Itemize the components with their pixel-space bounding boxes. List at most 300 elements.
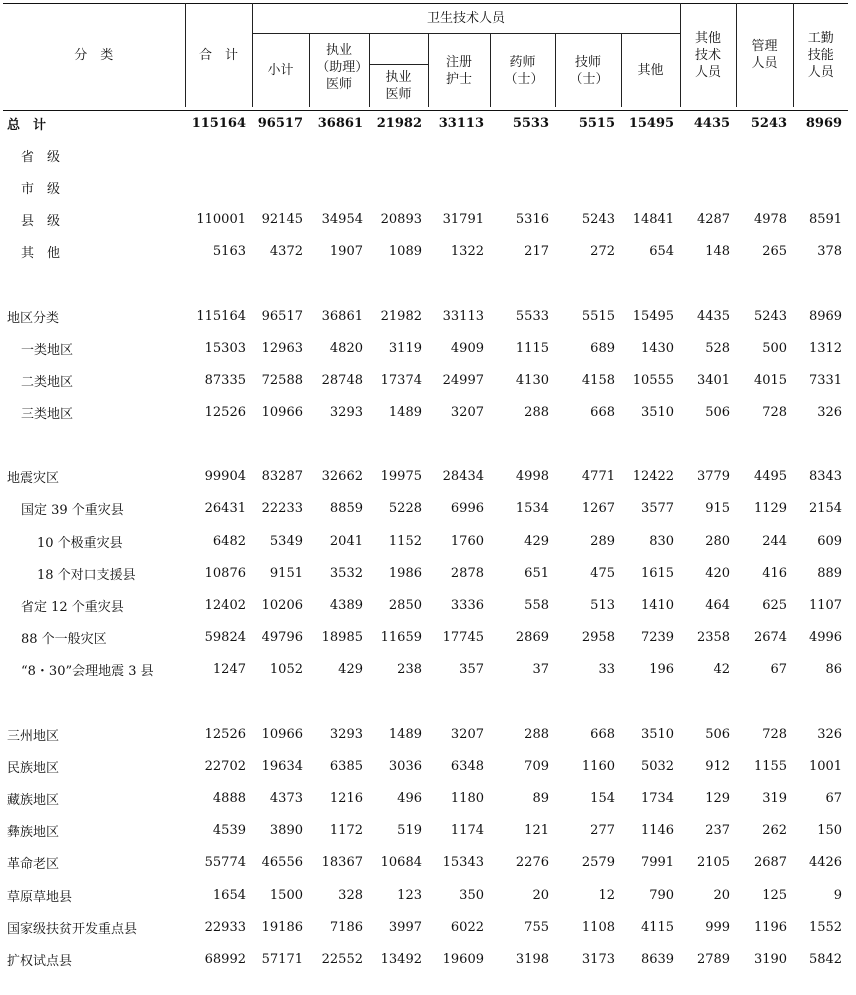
value-cell: 3036 [388,758,422,774]
value-cell: 2276 [515,855,549,871]
value-cell: 1247 [212,662,246,678]
value-cell: 999 [705,919,731,935]
row-label: 一类地区 [21,342,74,358]
value-cell: 7186 [329,919,363,935]
value-cell: 265 [762,244,788,260]
value-cell: 728 [762,405,788,421]
row-label: 地震灾区 [7,471,60,487]
value-cell: 4435 [693,115,731,131]
value-cell: 89 [532,790,549,806]
row-label: 省 级 [21,149,61,165]
value-cell: 5228 [388,501,422,517]
value-cell: 15495 [628,115,675,131]
value-cell: 2789 [696,951,731,967]
value-cell: 2674 [753,630,788,646]
value-cell: 326 [817,726,843,742]
value-cell: 558 [524,598,549,614]
value-cell: 500 [762,340,788,356]
value-cell: 1312 [808,340,843,356]
header-total: 合 计 [185,3,252,107]
value-cell: 4996 [808,630,843,646]
value-cell: 350 [459,887,484,903]
value-cell: 3532 [329,565,363,581]
value-cell: 3401 [696,372,731,388]
value-cell: 2869 [515,630,549,646]
value-cell: 33 [598,662,615,678]
value-cell: 12963 [261,340,303,356]
value-cell: 18985 [321,630,363,646]
value-cell: 272 [590,244,615,260]
value-cell: 519 [397,823,422,839]
header-subtotal: 小计 [252,34,309,108]
value-cell: 288 [524,726,549,742]
value-cell: 15303 [204,340,246,356]
value-cell: 790 [649,887,675,903]
value-cell: 115164 [191,115,246,131]
row-label: 88 个一般灾区 [21,632,107,648]
value-cell: 1146 [640,823,675,839]
value-cell: 21982 [376,115,422,131]
value-cell: 709 [524,758,549,774]
table-row [3,622,848,654]
value-cell: 6385 [329,758,363,774]
value-cell: 3293 [329,726,363,742]
value-cell: 4978 [753,212,788,228]
value-cell: 3198 [515,951,549,967]
value-cell: 2358 [696,630,731,646]
value-cell: 4909 [450,340,484,356]
value-cell: 15343 [442,855,484,871]
value-cell: 3207 [450,726,484,742]
value-cell: 15495 [632,308,675,324]
value-cell: 21982 [380,308,422,324]
row-label: 二类地区 [21,374,74,390]
table-row [3,815,848,847]
value-cell: 150 [817,823,843,839]
value-cell [793,171,848,203]
value-cell: 1760 [450,533,484,549]
value-cell: 33113 [442,308,484,324]
row-label: 省定 12 个重灾县 [21,600,124,616]
value-cell: 6996 [450,501,484,517]
value-cell: 115164 [196,308,246,324]
spacer-cell [3,429,848,461]
value-cell: 2687 [753,855,788,871]
value-cell: 10206 [261,598,303,614]
value-cell: 625 [762,598,788,614]
value-cell: 3890 [269,823,303,839]
value-cell: 5032 [640,758,675,774]
value-cell [490,171,555,203]
value-cell: 2105 [696,855,731,871]
value-cell: 1430 [640,340,675,356]
value-cell: 28434 [442,469,484,485]
value-cell: 19634 [261,758,303,774]
value-cell: 4389 [329,598,363,614]
value-cell: 4820 [329,340,363,356]
table-row [3,461,848,493]
value-cell: 1180 [450,790,484,806]
value-cell: 7991 [640,855,675,871]
value-cell: 86 [825,662,843,678]
value-cell: 31791 [442,212,484,228]
value-cell: 3577 [640,501,675,517]
value-cell: 654 [649,244,675,260]
value-cell: 1216 [329,790,363,806]
value-cell: 319 [762,790,788,806]
value-cell: 1615 [640,565,675,581]
value-cell: 1089 [388,244,422,260]
value-cell: 3510 [640,405,675,421]
value-cell: 464 [705,598,731,614]
value-cell: 889 [817,565,843,581]
value-cell: 7331 [808,372,843,388]
value-cell: 1196 [753,919,788,935]
value-cell: 326 [817,405,843,421]
header-other: 其他 [621,34,680,108]
value-cell: 22933 [204,919,246,935]
value-cell: 496 [397,790,422,806]
statistics-table [3,3,848,976]
value-cell: 513 [590,598,615,614]
value-cell: 154 [590,790,615,806]
table-row [3,493,848,525]
value-cell: 8969 [808,308,843,324]
value-cell: 20 [532,887,549,903]
row-label: 其 他 [21,246,61,262]
value-cell: 67 [770,662,788,678]
value-cell: 1267 [581,501,615,517]
value-cell: 148 [705,244,731,260]
value-cell: 22702 [204,758,246,774]
value-cell: 12402 [204,598,246,614]
value-cell: 18367 [321,855,363,871]
value-cell: 1552 [808,919,843,935]
value-cell: 915 [705,501,731,517]
row-label: “8・30”会理地震 3 县 [21,664,154,680]
value-cell: 3779 [696,469,731,485]
value-cell: 1160 [581,758,615,774]
value-cell: 2958 [581,630,615,646]
value-cell: 22233 [261,501,303,517]
row-label: 藏族地区 [7,792,60,808]
value-cell [555,139,621,171]
value-cell: 46556 [261,855,303,871]
value-cell [680,171,736,203]
value-cell: 244 [762,533,788,549]
row-label: 扩权试点县 [7,953,73,969]
value-cell: 33113 [438,115,484,131]
table-row [3,879,848,911]
value-cell: 2878 [450,565,484,581]
value-cell: 11659 [380,630,422,646]
value-cell: 2850 [388,598,422,614]
value-cell [309,139,369,171]
value-cell: 20893 [380,212,422,228]
spacer-row [3,429,848,461]
value-cell: 57171 [261,951,303,967]
row-label: 国定 39 个重灾县 [21,503,124,519]
value-cell: 1500 [269,887,303,903]
value-cell: 416 [762,565,788,581]
value-cell: 4888 [212,790,246,806]
value-cell: 8859 [329,501,363,517]
value-cell: 8343 [808,469,843,485]
table-row [3,943,848,975]
value-cell [736,171,793,203]
value-cell: 475 [590,565,615,581]
value-cell: 2041 [329,533,363,549]
value-cell: 19186 [261,919,303,935]
value-cell: 12 [598,887,615,903]
header-practicing-assistant: 执业（助理）医师 [309,34,369,108]
value-cell: 5515 [578,115,615,131]
row-label: 10 个极重灾县 [37,535,123,551]
value-cell: 22552 [321,951,363,967]
value-cell: 1115 [515,340,549,356]
value-cell: 3293 [329,405,363,421]
value-cell: 14841 [632,212,675,228]
header-practicing: 执业医师 [369,65,428,108]
value-cell: 26431 [204,501,246,517]
value-cell: 6022 [450,919,484,935]
value-cell: 3173 [581,951,615,967]
value-cell [185,171,252,203]
row-label: 革命老区 [7,857,60,873]
table-body [3,107,848,976]
row-label: 市 级 [21,181,61,197]
value-cell: 3510 [640,726,675,742]
value-cell: 9151 [269,565,303,581]
value-cell: 12526 [204,726,246,742]
value-cell: 4373 [269,790,303,806]
value-cell: 4771 [581,469,615,485]
value-cell [252,171,309,203]
row-label: 民族地区 [7,760,60,776]
value-cell [309,171,369,203]
value-cell: 196 [649,662,675,678]
value-cell: 1152 [388,533,422,549]
table-row [3,139,848,171]
value-cell: 4130 [515,372,549,388]
value-cell: 4435 [696,308,731,324]
value-cell: 728 [762,726,788,742]
value-cell: 68992 [204,951,246,967]
value-cell: 55774 [204,855,246,871]
value-cell: 1534 [515,501,549,517]
header-health-tech: 卫生技术人员 [252,3,680,34]
value-cell: 1489 [388,726,422,742]
value-cell: 668 [590,405,615,421]
value-cell: 92145 [261,212,303,228]
value-cell: 328 [338,887,363,903]
value-cell: 4158 [581,372,615,388]
value-cell [369,171,428,203]
value-cell: 8591 [808,212,843,228]
value-cell: 36861 [317,115,363,131]
table-row [3,750,848,782]
value-cell: 87335 [204,372,246,388]
value-cell [369,139,428,171]
value-cell: 912 [705,758,731,774]
value-cell: 288 [524,405,549,421]
value-cell: 99904 [204,469,246,485]
value-cell: 5515 [581,308,615,324]
value-cell: 429 [338,662,363,678]
value-cell: 2579 [581,855,615,871]
value-cell: 19975 [380,469,422,485]
value-cell: 72588 [261,372,303,388]
value-cell: 34954 [321,212,363,228]
value-cell: 10555 [632,372,675,388]
table-row [3,525,848,557]
value-cell: 5243 [750,115,788,131]
value-cell [621,139,680,171]
value-cell: 20 [713,887,731,903]
value-cell: 6482 [212,533,246,549]
value-cell: 755 [524,919,549,935]
value-cell: 110001 [196,212,246,228]
value-cell: 280 [705,533,731,549]
value-cell [680,139,736,171]
table-row [3,589,848,621]
value-cell: 4115 [640,919,675,935]
value-cell: 1172 [329,823,363,839]
value-cell: 129 [705,790,731,806]
value-cell: 506 [705,726,731,742]
value-cell: 1052 [269,662,303,678]
value-cell: 1734 [640,790,675,806]
value-cell: 429 [524,533,549,549]
value-cell: 96517 [261,308,303,324]
table-row [3,847,848,879]
value-cell: 59824 [204,630,246,646]
value-cell: 28748 [321,372,363,388]
value-cell [736,139,793,171]
value-cell: 651 [524,565,549,581]
table-row [3,557,848,589]
table-row [3,718,848,750]
row-label: 草原草地县 [7,889,73,905]
row-label: 18 个对口支援县 [37,567,136,583]
statistics-table-container [3,3,848,976]
value-cell: 1155 [753,758,788,774]
value-cell: 36861 [321,308,363,324]
value-cell: 357 [459,662,484,678]
value-cell [793,139,848,171]
table-row [3,171,848,203]
table-row [3,107,848,139]
header-worker: 工勤技能人员 [793,3,848,107]
header-management: 管理人员 [736,3,793,107]
row-label: 县 级 [21,214,61,230]
value-cell: 420 [705,565,731,581]
value-cell: 4426 [808,855,843,871]
value-cell: 217 [524,244,549,260]
value-cell: 3119 [388,340,422,356]
table-row [3,204,848,236]
value-cell: 6348 [450,758,484,774]
value-cell: 125 [762,887,788,903]
value-cell: 67 [825,790,843,806]
value-cell: 8639 [640,951,675,967]
table-header [3,3,848,107]
header-pharmacist: 药师（士） [490,34,555,108]
table-row [3,332,848,364]
value-cell: 3336 [450,598,484,614]
value-cell: 5533 [512,115,549,131]
table-row [3,911,848,943]
value-cell [428,171,490,203]
row-label: 三州地区 [7,728,60,744]
value-cell: 42 [713,662,731,678]
value-cell: 9 [833,887,843,903]
table-row [3,236,848,268]
header-nurse: 注册护士 [428,34,490,108]
table-row [3,782,848,814]
value-cell: 13492 [380,951,422,967]
header-practicing-spacer [369,34,428,65]
spacer-cell [3,268,848,300]
value-cell: 277 [590,823,615,839]
value-cell: 5243 [581,212,615,228]
value-cell: 5842 [808,951,843,967]
value-cell: 689 [590,340,615,356]
value-cell: 289 [590,533,615,549]
value-cell: 7239 [640,630,675,646]
spacer-row [3,686,848,718]
value-cell: 12422 [632,469,675,485]
value-cell: 49796 [261,630,303,646]
value-cell: 5243 [753,308,788,324]
value-cell: 4998 [515,469,549,485]
value-cell: 3207 [450,405,484,421]
value-cell: 4015 [753,372,788,388]
value-cell: 5533 [515,308,549,324]
row-label: 彝族地区 [7,825,60,841]
value-cell [185,139,252,171]
value-cell: 2154 [808,501,843,517]
row-label: 地区分类 [7,310,60,326]
row-label: 三类地区 [21,407,74,423]
value-cell: 19609 [442,951,484,967]
value-cell: 1654 [212,887,246,903]
value-cell: 17745 [442,630,484,646]
value-cell: 10966 [261,726,303,742]
value-cell: 238 [397,662,422,678]
value-cell: 1489 [388,405,422,421]
value-cell: 10966 [261,405,303,421]
value-cell: 4372 [269,244,303,260]
value-cell: 1322 [450,244,484,260]
value-cell: 1986 [388,565,422,581]
table-row [3,654,848,686]
table-row [3,364,848,396]
value-cell: 83287 [261,469,303,485]
value-cell: 378 [817,244,843,260]
table-row [3,397,848,429]
value-cell: 609 [817,533,843,549]
value-cell [555,171,621,203]
value-cell [428,139,490,171]
value-cell: 10876 [204,565,246,581]
value-cell: 262 [762,823,788,839]
value-cell: 1174 [450,823,484,839]
value-cell: 8969 [805,115,843,131]
row-label: 国家级扶贫开发重点县 [7,921,138,937]
value-cell: 237 [705,823,731,839]
value-cell: 24997 [442,372,484,388]
